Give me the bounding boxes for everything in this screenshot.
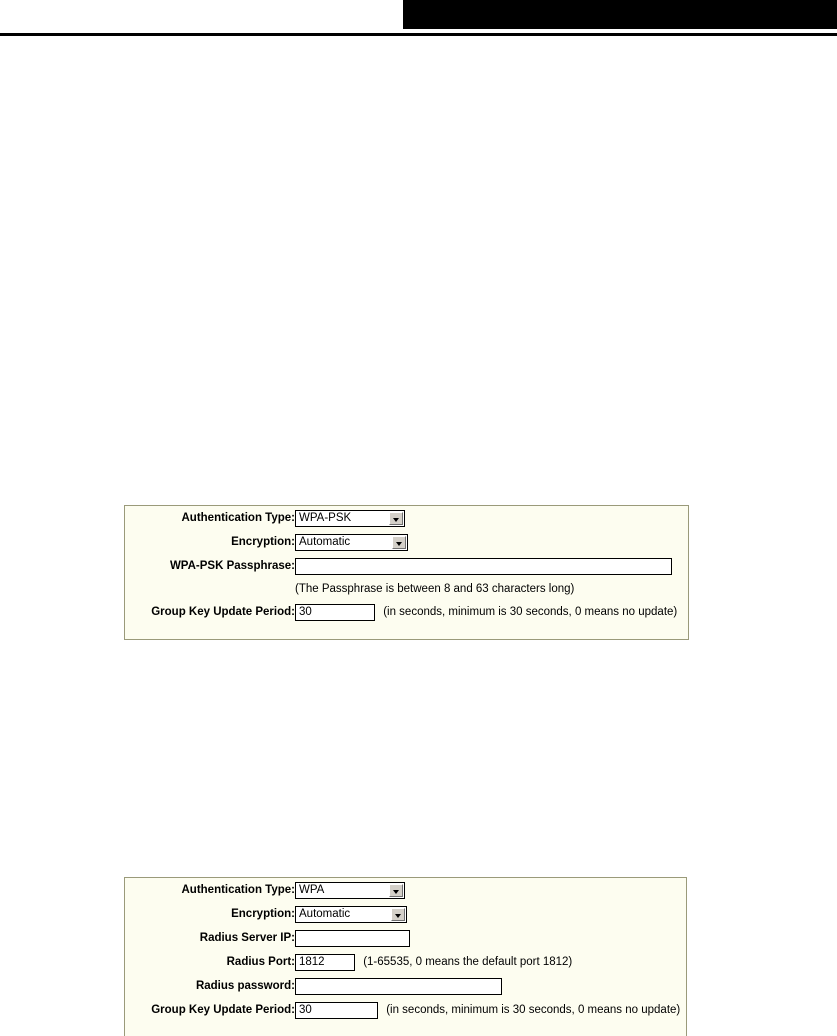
encryption-label: Encryption: — [231, 536, 295, 548]
wpa-psk-passphrase-label: WPA-PSK Passphrase: — [169, 560, 295, 572]
table-row — [125, 926, 686, 950]
passphrase-hint-cell — [295, 578, 688, 600]
authentication-type-value: WPA — [299, 883, 325, 896]
radius-port-label: Radius Port: — [226, 956, 295, 968]
passphrase-hint-text: (The Passphrase is between 8 and 63 characters long) — [295, 583, 575, 595]
authentication-type-select[interactable] — [295, 510, 405, 527]
group-key-update-period-input[interactable]: 30 — [295, 604, 375, 621]
wpa-psk-passphrase-input[interactable] — [295, 558, 672, 575]
table-row — [125, 902, 686, 926]
table-row — [125, 600, 688, 624]
radius-password-input[interactable] — [295, 978, 502, 995]
table-row — [125, 974, 686, 998]
header-black-bar — [403, 0, 837, 29]
encryption-select[interactable] — [295, 906, 407, 923]
radius-server-ip-input[interactable] — [295, 930, 410, 947]
group-key-update-period-input[interactable]: 30 — [295, 1002, 378, 1019]
chevron-down-icon[interactable] — [391, 908, 405, 921]
spacer-cell — [125, 578, 295, 600]
wpa-psk-passphrase-cell — [295, 554, 688, 578]
wpa-psk-form — [125, 506, 688, 624]
table-row — [125, 950, 686, 974]
encryption-cell — [295, 530, 688, 554]
authentication-type-label: Authentication Type: — [181, 884, 295, 896]
radius-port-input[interactable]: 1812 — [295, 954, 355, 971]
chevron-down-icon[interactable] — [389, 512, 403, 525]
encryption-cell — [295, 902, 686, 926]
table-row — [125, 998, 686, 1022]
radius-server-ip-cell — [295, 926, 686, 950]
table-row — [125, 506, 688, 530]
authentication-type-cell — [295, 506, 688, 530]
wpa-psk-settings-panel — [124, 505, 689, 640]
wpa-settings-panel — [124, 877, 687, 1036]
header-horizontal-rule — [0, 33, 837, 36]
authentication-type-label: Authentication Type: — [181, 512, 295, 524]
chevron-down-icon[interactable] — [389, 884, 403, 897]
group-key-update-period-label: Group Key Update Period: — [151, 1004, 295, 1016]
group-key-update-period-hint: (in seconds, minimum is 30 seconds, 0 means no update) — [386, 1004, 681, 1017]
group-key-update-period-cell — [295, 600, 688, 624]
authentication-type-select[interactable] — [295, 882, 405, 899]
encryption-select[interactable] — [295, 534, 408, 551]
group-key-update-period-cell — [295, 998, 686, 1022]
radius-server-ip-label: Radius Server IP: — [199, 932, 295, 944]
radius-port-cell — [295, 950, 686, 974]
authentication-type-cell — [295, 878, 686, 902]
radius-password-label: Radius password: — [195, 980, 295, 992]
group-key-update-period-label: Group Key Update Period: — [151, 606, 295, 618]
page-header-band — [0, 0, 837, 38]
encryption-value: Automatic — [299, 535, 351, 548]
encryption-value: Automatic — [299, 907, 351, 920]
authentication-type-value: WPA-PSK — [299, 511, 352, 524]
radius-port-hint: (1-65535, 0 means the default port 1812) — [363, 956, 573, 969]
table-row — [125, 878, 686, 902]
radius-password-cell — [295, 974, 686, 998]
chevron-down-icon[interactable] — [392, 536, 406, 549]
table-row — [125, 578, 688, 600]
group-key-update-period-hint: (in seconds, minimum is 30 seconds, 0 means no update) — [383, 606, 678, 619]
table-row — [125, 554, 688, 578]
encryption-label: Encryption: — [231, 908, 295, 920]
wpa-form — [125, 878, 686, 1022]
table-row — [125, 530, 688, 554]
